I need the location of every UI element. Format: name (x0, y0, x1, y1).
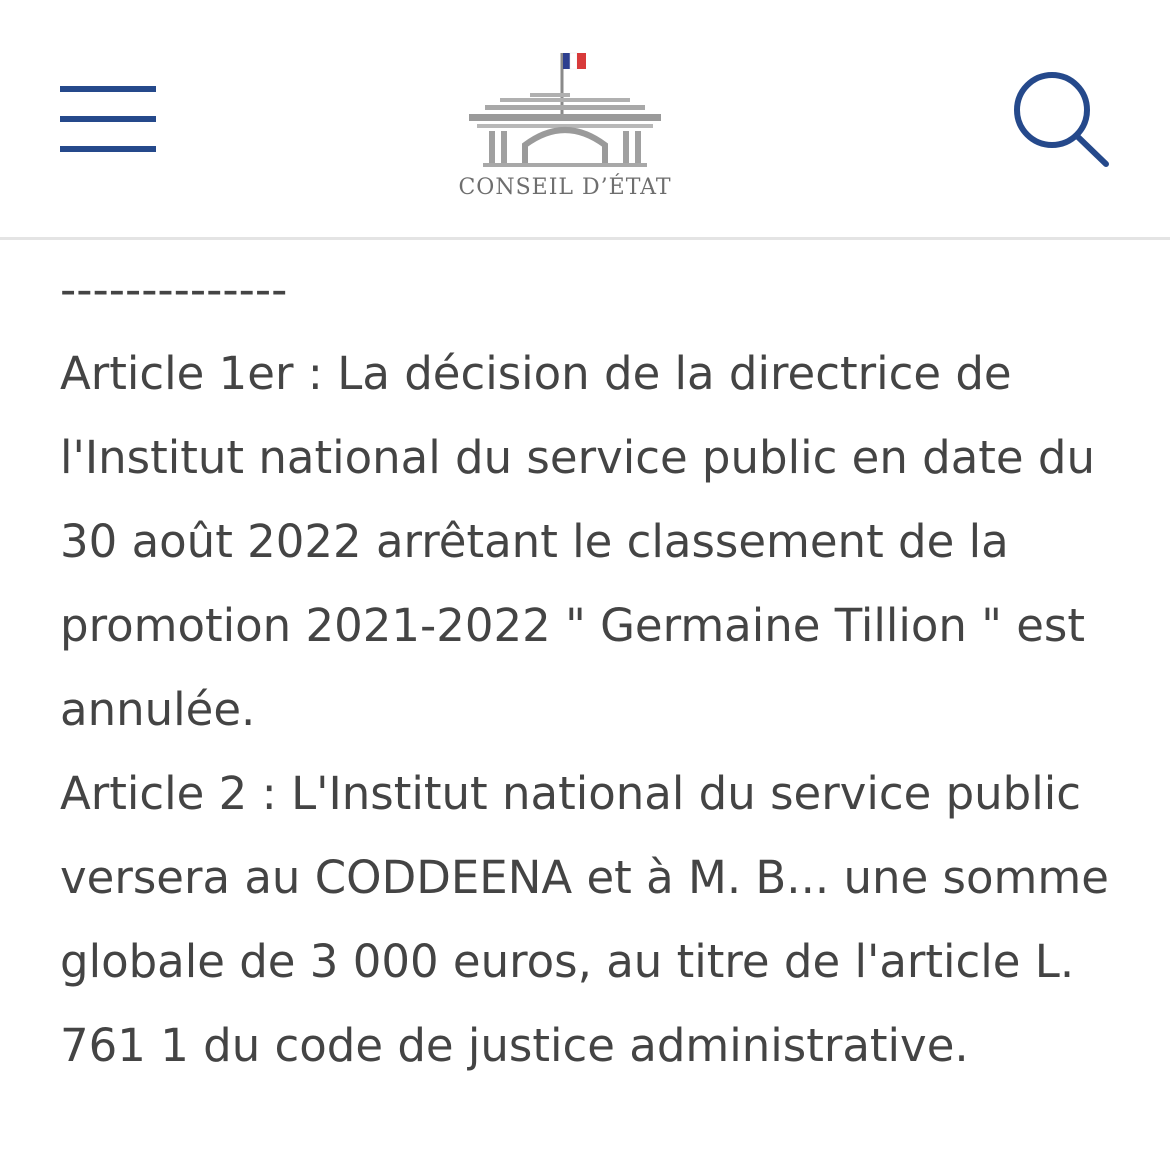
menu-line-top (60, 86, 156, 92)
palais-royal-emblem-icon (455, 45, 675, 175)
article-2-paragraph: Article 2 : L'Institut national du service public versera au CODDEENA et à M. B... une somme globale de 3 000 euros, au titre de l'article L. 761 1 du code de justice administrative. (60, 767, 1109, 1072)
article-1-paragraph: Article 1er : La décision de la directrice de l'Institut national du service public en date du 30 août 2022 arrêtant le classement de la promotion 2021-2022 " Germaine Tillion " est annulée. (60, 347, 1095, 736)
separator-line: -------------- (60, 263, 288, 316)
conseil-detat-logo[interactable] (455, 45, 675, 210)
menu-line-middle (60, 116, 156, 122)
decision-text (60, 248, 1120, 1088)
menu-line-bottom (60, 146, 156, 152)
top-header (0, 0, 1170, 240)
logo-text: CONSEIL D’ÉTAT (458, 175, 672, 200)
search-icon[interactable] (1004, 64, 1120, 180)
magnifier-glyph (1004, 64, 1120, 180)
hamburger-menu-icon[interactable] (56, 82, 160, 158)
